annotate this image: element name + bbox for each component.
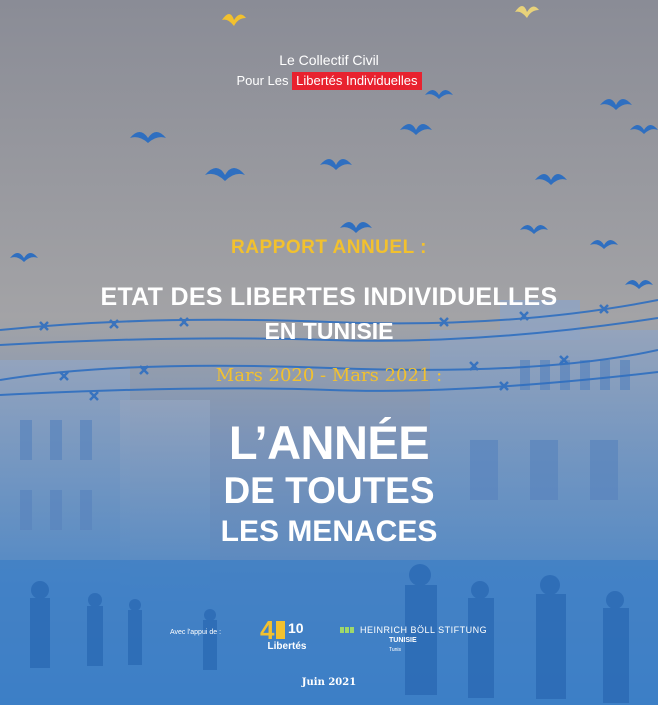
headline-line2: DE TOUTES xyxy=(223,470,435,511)
headline-line3: LES MENACES xyxy=(220,515,438,548)
report-title-line1: ETAT DES LIBERTES INDIVIDUELLES xyxy=(100,283,558,311)
partner2-country: TUNISIE xyxy=(389,637,417,644)
hbs-squares-icon xyxy=(340,625,355,635)
organization-prefix: Pour Les xyxy=(236,73,289,88)
svg-text:4: 4 xyxy=(260,615,275,645)
report-label: RAPPORT ANNUEL : xyxy=(231,237,427,258)
partner1-name: Libertés xyxy=(267,641,307,652)
organization-highlight: Libertés Individuelles xyxy=(292,72,421,90)
hbs-logo xyxy=(340,625,487,635)
report-period: Mars 2020 - Mars 2021 : xyxy=(215,365,443,386)
headline-line1: L’ANNÉE xyxy=(228,416,430,469)
partner2-city: Tunis xyxy=(389,647,402,653)
organization-name-line1: Le Collectif Civil xyxy=(279,52,379,68)
logo-number: 10 xyxy=(288,620,304,636)
publication-date: Juin 2021 xyxy=(301,677,357,688)
partner2-name: HEINRICH BÖLL STIFTUNG xyxy=(360,625,488,635)
organization-name-line2 xyxy=(0,73,658,88)
report-title-line2: EN TUNISIE xyxy=(264,318,394,344)
support-label: Avec l'appui de : xyxy=(170,629,222,636)
